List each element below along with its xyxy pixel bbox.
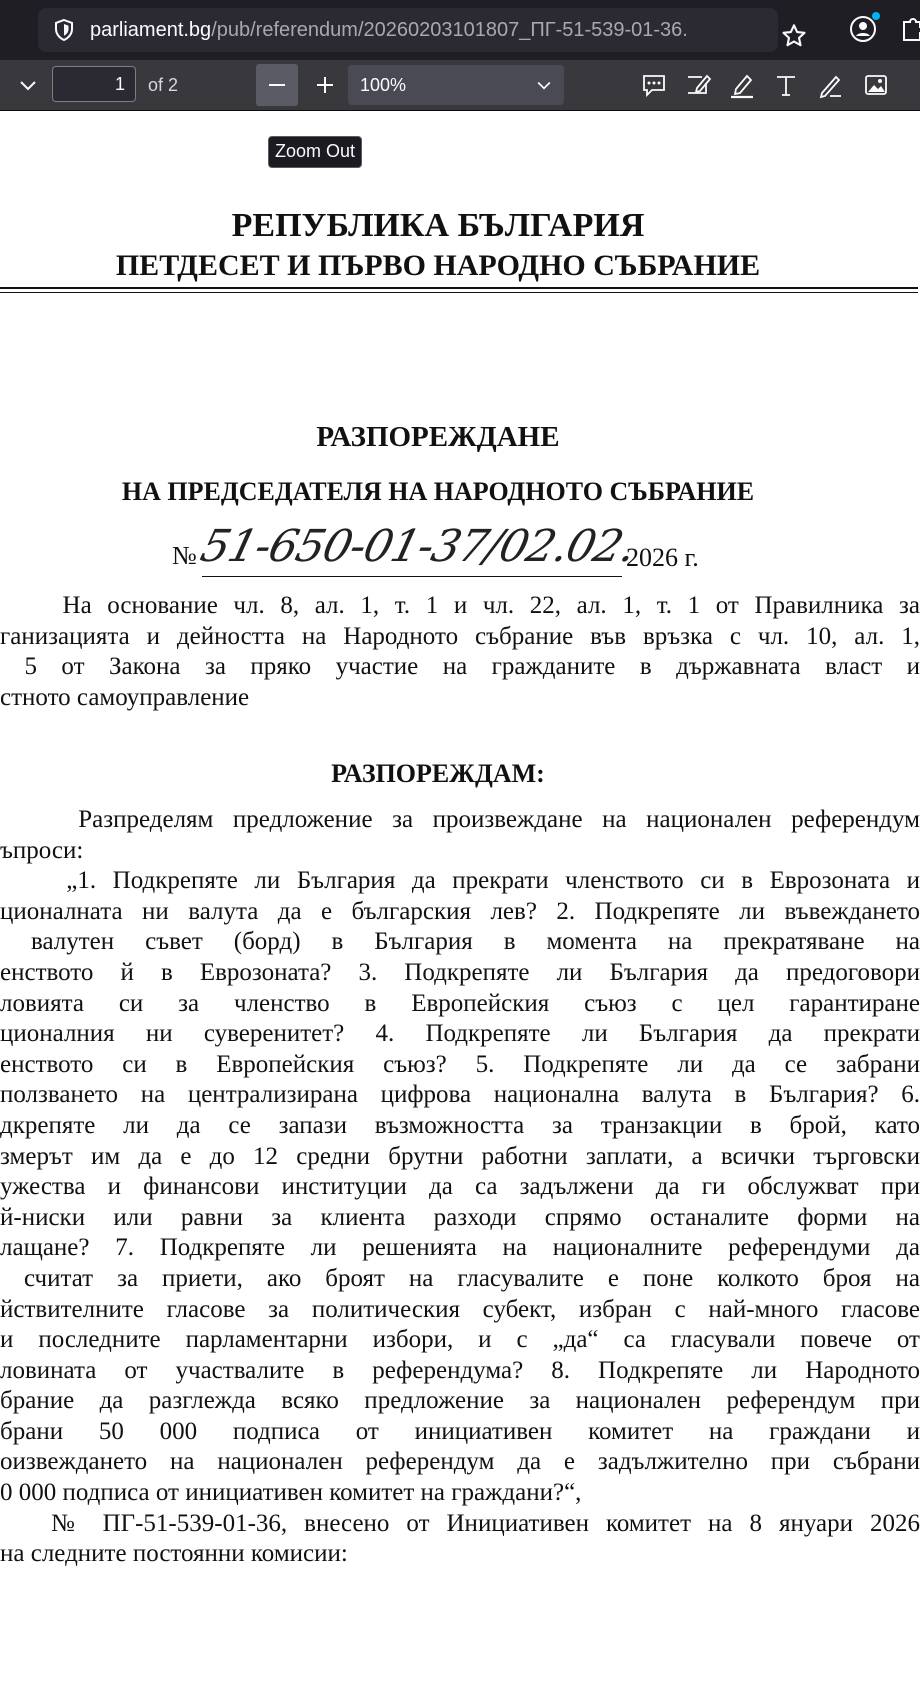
body-line: енството й в Еврозоната? 3. Подкрепяте ли България да предоговори (0, 958, 920, 986)
body-line: 0 000 подписа от инициативен комитет на граждани?“, (0, 1479, 582, 1507)
header-divider-thick (0, 287, 918, 289)
body-line: йствителните гласове за политическия субект, избран с най-много гласове (0, 1295, 920, 1323)
body-line: брание да разглежда всяко предложение за национален референдум при (0, 1387, 920, 1415)
sync-badge-dot (872, 12, 880, 20)
number-sign: № (172, 541, 197, 570)
body-line: ужества и финансови институции да са задължени да ги обслужват при (0, 1173, 920, 1201)
header-divider-thin (0, 292, 918, 293)
pdf-toolbar (0, 60, 920, 111)
shield-icon[interactable] (52, 18, 76, 42)
body-line: и последните парламентарни избори, и с „да“ са гласували повече от (0, 1326, 920, 1354)
browser-address-bar (0, 0, 920, 60)
body-line: оизвеждането на национален референдум да е задължително при събрани (0, 1448, 920, 1476)
body-paragraph (0, 805, 920, 1570)
body-line: № ПГ-51-539-01-36, внесено от Инициативен комитет на 8 януари 2026 (0, 1509, 920, 1537)
extensions-puzzle-icon[interactable] (900, 14, 920, 44)
text-tool-icon[interactable] (772, 71, 800, 99)
chevron-down-icon (534, 75, 554, 95)
body-line: й-ниски или равни за клиента разходи спрямо останалите форми на (0, 1203, 920, 1231)
number-underline (202, 576, 622, 577)
image-tool-icon[interactable] (862, 71, 890, 99)
handwritten-register-number: 51-650-01-37/02.02. (195, 521, 641, 572)
zoom-select[interactable] (348, 65, 564, 105)
body-line: енството си в Европейския съюз? 5. Подкрепяте ли да се забрани (0, 1050, 920, 1078)
zoom-in-button[interactable] (304, 64, 346, 106)
highlight-icon[interactable] (728, 71, 756, 99)
document-title: РАЗПОРЕЖДАНЕ (316, 421, 560, 453)
body-line: змерът им да е до 12 средни брутни работни заплати, а всички търговски (0, 1142, 920, 1170)
url-path: /pub/referendum/20260203101807_ПГ-51-539-01-36. (211, 19, 688, 41)
body-line: ловията си за членство в Европейския съюз с цел гарантиране (0, 989, 920, 1017)
draw-pen-icon[interactable] (816, 71, 844, 99)
body-line: ционалния ни суверенитет? 4. Подкрепяте ли България да прекрати (0, 1020, 920, 1048)
pdf-page (0, 111, 920, 1704)
url-text[interactable] (90, 8, 750, 52)
document-year: 2026 г. (626, 543, 699, 572)
basis-line: На основание чл. 8, ал. 1, т. 1 и чл. 22, ал. 1, т. 1 от Правилника за (0, 592, 920, 619)
body-line: Разпределям предложение за произвеждане на национален референдум (0, 806, 920, 833)
document-subtitle: НА ПРЕДСЕДАТЕЛЯ НА НАРОДНОТО СЪБРАНИЕ (121, 477, 755, 506)
bookmark-star-icon[interactable] (780, 22, 808, 50)
page-count-label: of 2 (148, 75, 179, 95)
basis-paragraph (0, 591, 920, 713)
body-line: ционалната ни валута да е българския лев? 2. Подкрепяте ли въвеждането (0, 897, 920, 925)
body-line: дкрепяте ли да се запази възможността за транзакции в брой, като (0, 1111, 920, 1139)
body-line: на следните постоянни комисии: (0, 1540, 348, 1568)
plus-icon (313, 73, 337, 97)
comment-icon[interactable] (640, 71, 668, 99)
document-header-assembly: ПЕТДЕСЕТ И ПЪРВО НАРОДНО СЪБРАНИЕ (115, 249, 761, 282)
basis-line: ганизацията и дейността на Народното събрание във връзка с чл. 10, ал. 1, (0, 622, 920, 650)
minus-icon (265, 73, 289, 97)
url-field[interactable] (38, 8, 778, 52)
body-line: считат за приети, ако броят на гласувалите е поне колкото броя на (0, 1264, 920, 1292)
body-line: ъпроси: (0, 836, 84, 864)
chevron-down-icon[interactable] (16, 73, 40, 97)
basis-line: стното самоуправление (0, 683, 250, 711)
body-line: „1. Подкрепяте ли България да прекрати членството си в Еврозоната и (0, 867, 920, 895)
body-line: валутен съвет (борд) в България в момента на прекратяване на (0, 928, 920, 956)
zoom-value: 100% (360, 75, 407, 95)
page-number-input[interactable]: 1 (52, 66, 136, 102)
decree-heading: РАЗПОРЕЖДАМ: (331, 759, 545, 788)
signature-icon[interactable] (684, 71, 712, 99)
body-line: ползването на централизирана цифрова национална валута в България? 6. (0, 1081, 920, 1109)
body-line: лащане? 7. Подкрепяте ли решенията на националните референдуми да (0, 1234, 920, 1262)
document-header-country: РЕПУБЛИКА БЪЛГАРИЯ (231, 207, 645, 244)
basis-line: 5 от Закона за пряко участие на гражданите в държавната власт и (0, 653, 920, 681)
zoom-out-tooltip: Zoom Out (268, 136, 362, 168)
body-line: ловината от участвалите в референдума? 8. Подкрепяте ли Народното (0, 1356, 920, 1384)
zoom-out-button[interactable] (256, 64, 298, 106)
url-host: parliament.bg (90, 19, 212, 41)
body-line: брани 50 000 подписа от инициативен комитет на граждани и (0, 1417, 920, 1445)
